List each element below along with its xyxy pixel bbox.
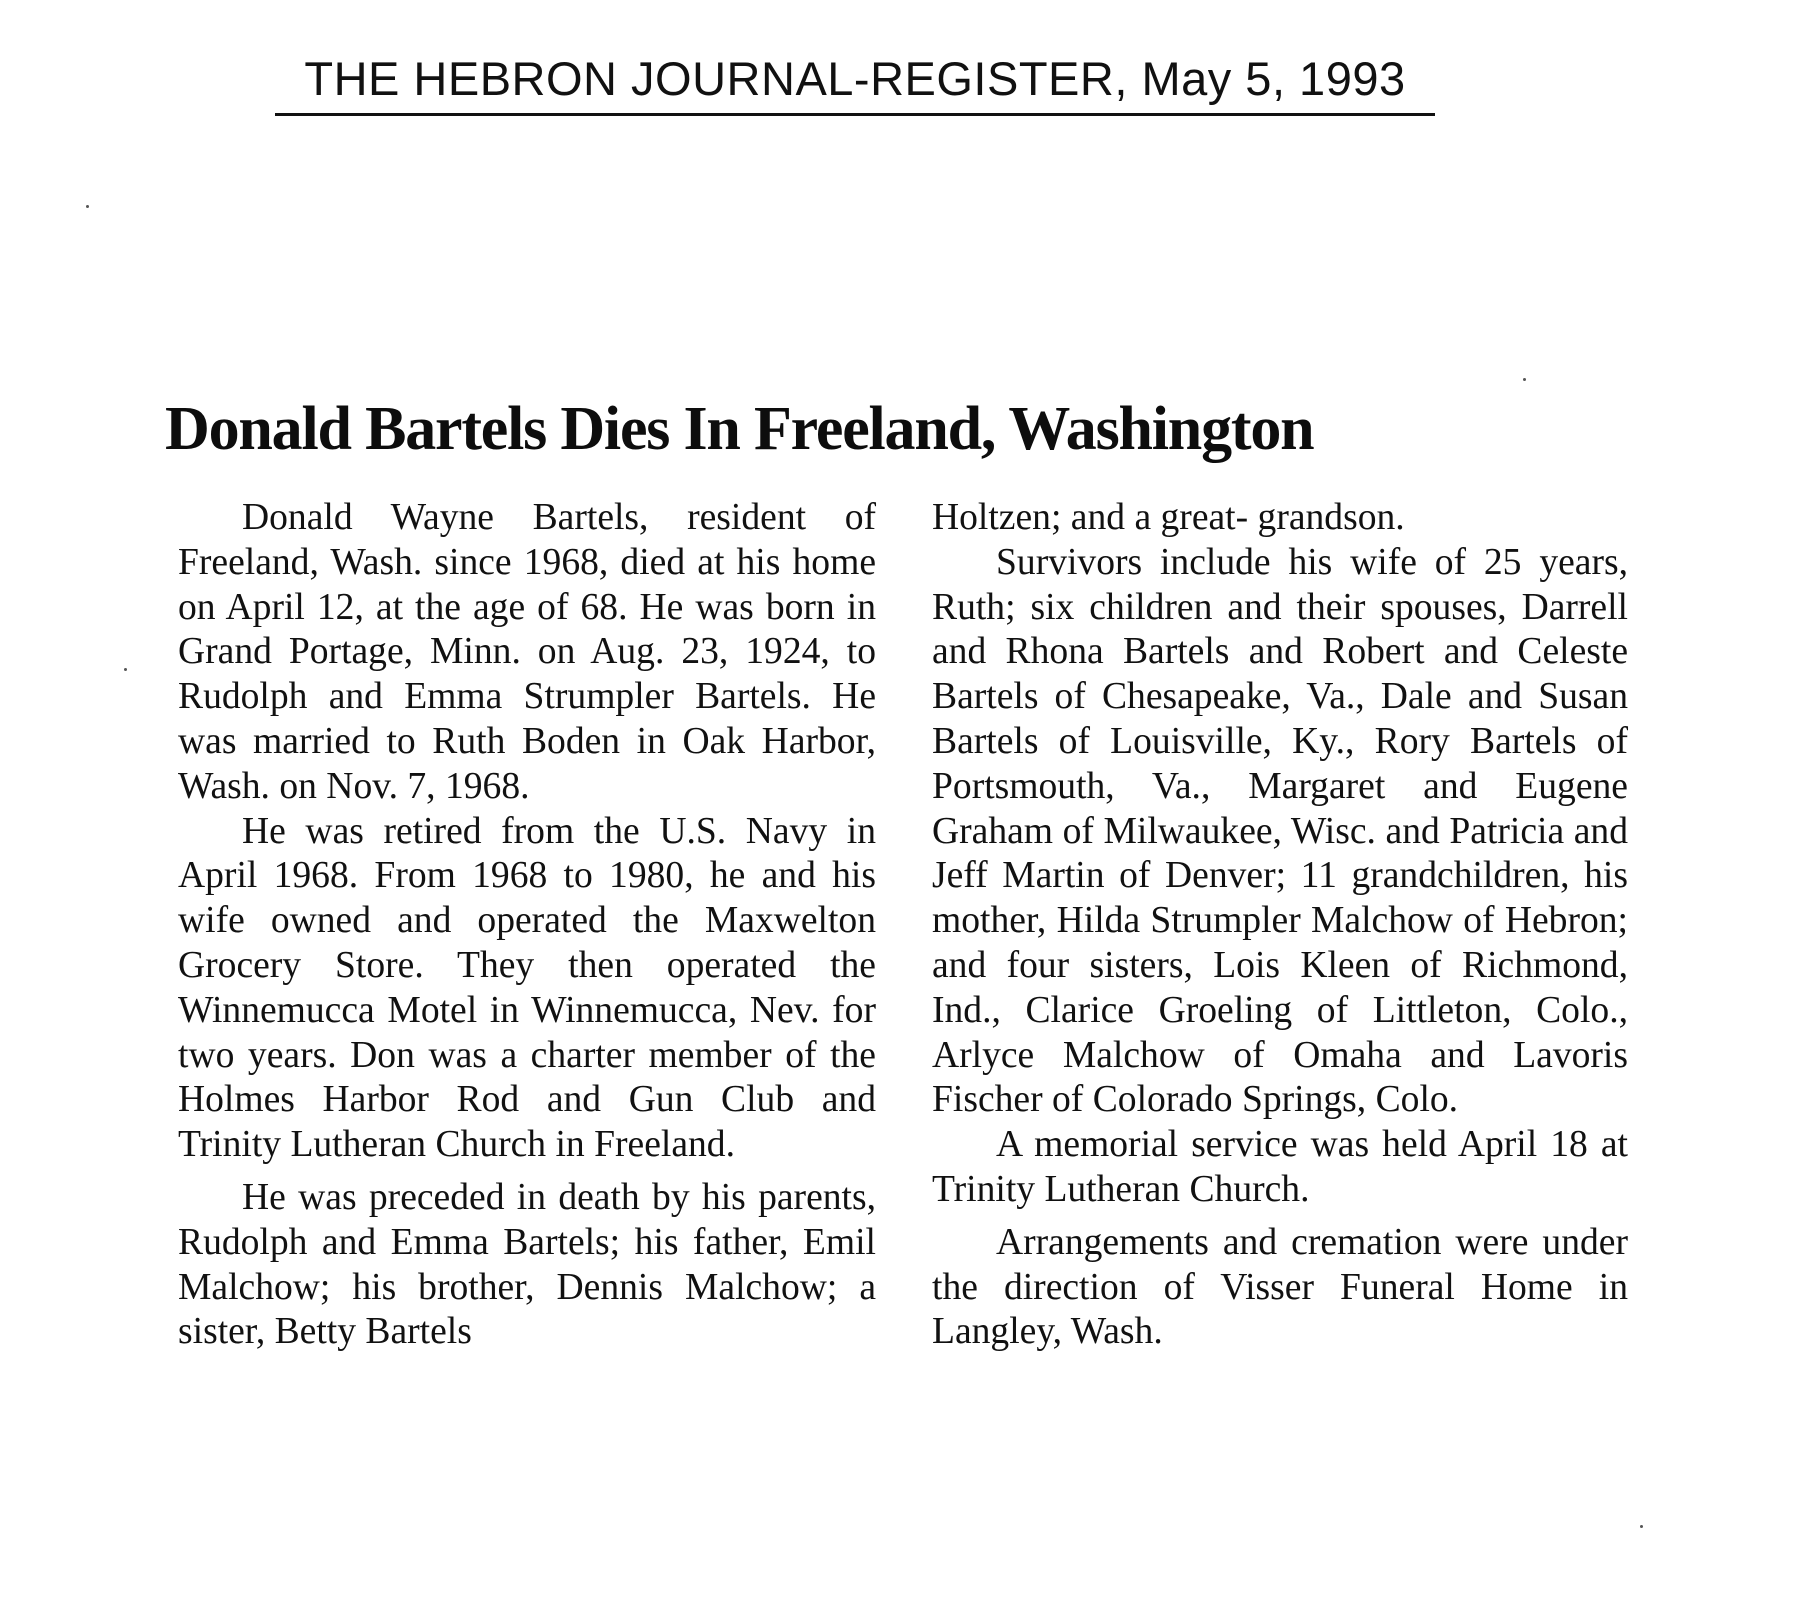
article-paragraph: He was preceded in death by his parents, Rudolph and Emma Bartels; his father, Emil Malchow; his brother, Dennis Malchow; a sister, Betty Bartels	[178, 1176, 876, 1353]
scan-speck	[124, 668, 127, 671]
article-paragraph: Survivors include his wife of 25 years, Ruth; six children and their spouses, Darrell and Rhona Bartels and Robert and Celeste Bartels of Chesapeake, Va., Dale and Susan Bartels of Louisville, Ky., Rory Bartels of Portsmouth, Va., Margaret and Eugene Graham of Milwaukee, Wisc. and Patricia and Jeff Martin of Denver; 11 grandchildren, his mother, Hilda Strumpler Malchow of Hebron; and four sisters, Lois Kleen of Richmond, Ind., Clarice Groeling of Littleton, Colo., Arlyce Malchow of Omaha and Lavoris Fischer of Colorado Springs, Colo.	[932, 541, 1628, 1121]
article-column-right	[932, 496, 1628, 1355]
scan-speck	[86, 205, 89, 208]
article-paragraph: Donald Wayne Bartels, resident of Freeland, Wash. since 1968, died at his home on April 12, at the age of 68. He was born in Grand Portage, Minn. on Aug. 23, 1924, to Rudolph and Emma Strumpler Bartels. He was married to Ruth Boden in Oak Harbor, Wash. on Nov. 7, 1968.	[178, 497, 876, 807]
article-headline: Donald Bartels Dies In Freeland, Washington	[165, 395, 1314, 463]
article-paragraph: He was retired from the U.S. Navy in April 1968. From 1968 to 1980, he and his wife owned and operated the Maxwelton Grocery Store. They then operated the Winnemucca Motel in Winnemucca, Nev. for two years. Don was a charter member of the Holmes Harbor Rod and Gun Club and Trinity Lutheran Church in Freeland.	[178, 810, 876, 1166]
masthead-underline	[275, 113, 1435, 116]
article-paragraph: A memorial service was held April 18 at Trinity Lutheran Church.	[932, 1124, 1628, 1210]
masthead-title: THE HEBRON JOURNAL-REGISTER, May 5, 1993	[304, 52, 1406, 105]
scan-speck	[1523, 378, 1526, 381]
article-paragraph: Holtzen; and a great- grandson.	[932, 497, 1405, 538]
article-column-left	[178, 496, 876, 1355]
scan-speck	[1640, 1525, 1643, 1528]
article-paragraph: Arrangements and cremation were under the direction of Visser Funeral Home in Langley, Wash.	[932, 1221, 1628, 1353]
